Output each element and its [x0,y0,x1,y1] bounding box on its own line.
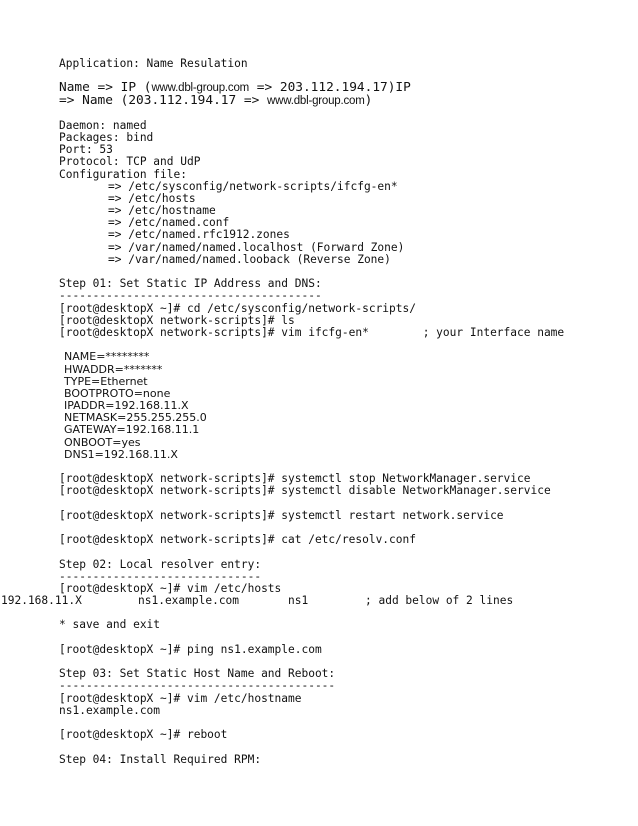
application-line: Application: Name Resulation [59,58,248,70]
config-file-item: => /etc/hosts [108,192,196,205]
command-line: [root@desktopX ~]# ping ns1.example.com [59,643,322,656]
step3-title: Step 03: Set Static Host Name and Reboot: [59,668,336,681]
step1-rule: --------------------------------------- [59,290,322,303]
domain-link: www.dbl-group.com [267,94,365,107]
ifcfg-entry: ONBOOT=yes [64,436,141,449]
ifcfg-entry: BOOTPROTO=none [64,387,171,400]
ifcfg-entry: GATEWAY=192.168.11.1 [64,424,200,437]
command-line: [root@desktopX network-scripts]# systemctl stop NetworkManager.service [59,473,531,486]
ifcfg-entry: NETMASK=255.255.255.0 [64,412,207,425]
hosts-short: ns1 [288,594,309,608]
config-file-item: => /var/named/named.looback (Reverse Zone) [108,253,391,266]
document-page [1,58,619,766]
command-line: [root@desktopX network-scripts]# vim ifcfg-en* ; your Interface name [59,326,565,339]
ifcfg-entry: NAME=******** [64,351,150,364]
command-line: [root@desktopX network-scripts]# ls [59,314,295,327]
step3-rule: ----------------------------------------- [59,680,336,693]
command-line: [root@desktopX ~]# reboot [59,729,228,742]
ifcfg-entry: IPADDR=192.168.11.X [64,400,189,413]
port-line: Port: 53 [59,144,113,157]
command-line: [root@desktopX network-scripts]# systemctl disable NetworkManager.service [59,485,551,498]
config-file-item: => /etc/named.conf [108,217,230,230]
packages-line: Packages: bind [59,131,154,144]
command-line: [root@desktopX ~]# vim /etc/hostname [59,692,302,705]
command-line: [root@desktopX ~]# vim /etc/hosts [59,582,282,595]
config-file-item: => /var/named/named.localhost (Forward Zone) [108,241,405,254]
protocol-line: Protocol: TCP and UdP [59,156,201,169]
hostname-value: ns1.example.com [59,704,161,717]
command-line: [root@desktopX network-scripts]# systemctl restart network.service [59,509,504,522]
command-line: [root@desktopX network-scripts]# cat /etc/resolv.conf [59,534,416,547]
config-file-item: => /etc/named.rfc1912.zones [108,229,290,242]
step2-title: Step 02: Local resolver entry: [59,558,262,571]
daemon-line: Daemon: named [59,119,147,132]
ifcfg-entry: HWADDR=******* [64,363,163,376]
config-file-item: => /etc/hostname [108,205,216,218]
save-note: * save and exit [59,619,161,632]
command-line: [root@desktopX ~]# cd /etc/sysconfig/network-scripts/ [59,302,416,315]
hosts-note: ; add below of 2 lines [365,594,514,608]
name-to-ip-line: Name => IP (www.dbl-group.com => 203.112.194.17)IP [59,80,411,96]
ifcfg-entry: TYPE=Ethernet [64,375,148,388]
ip-to-name-line: => Name (203.112.194.17 => www.dbl-group.com) [59,92,373,108]
hosts-fqdn: ns1.example.com [138,594,240,608]
config-heading: Configuration file: [59,168,187,181]
domain-link: www.dbl-group.com [151,82,250,95]
hosts-ip: 192.168.11.X [1,594,82,608]
step4-title: Step 04: Install Required RPM: [59,753,262,766]
config-file-item: => /etc/sysconfig/network-scripts/ifcfg-en* [108,180,398,193]
ifcfg-entry: DNS1=192.168.11.X [64,448,178,461]
step2-rule: ------------------------------ [59,570,262,583]
step1-title: Step 01: Set Static IP Address and DNS: [59,278,322,291]
hosts-entry [0,595,619,607]
